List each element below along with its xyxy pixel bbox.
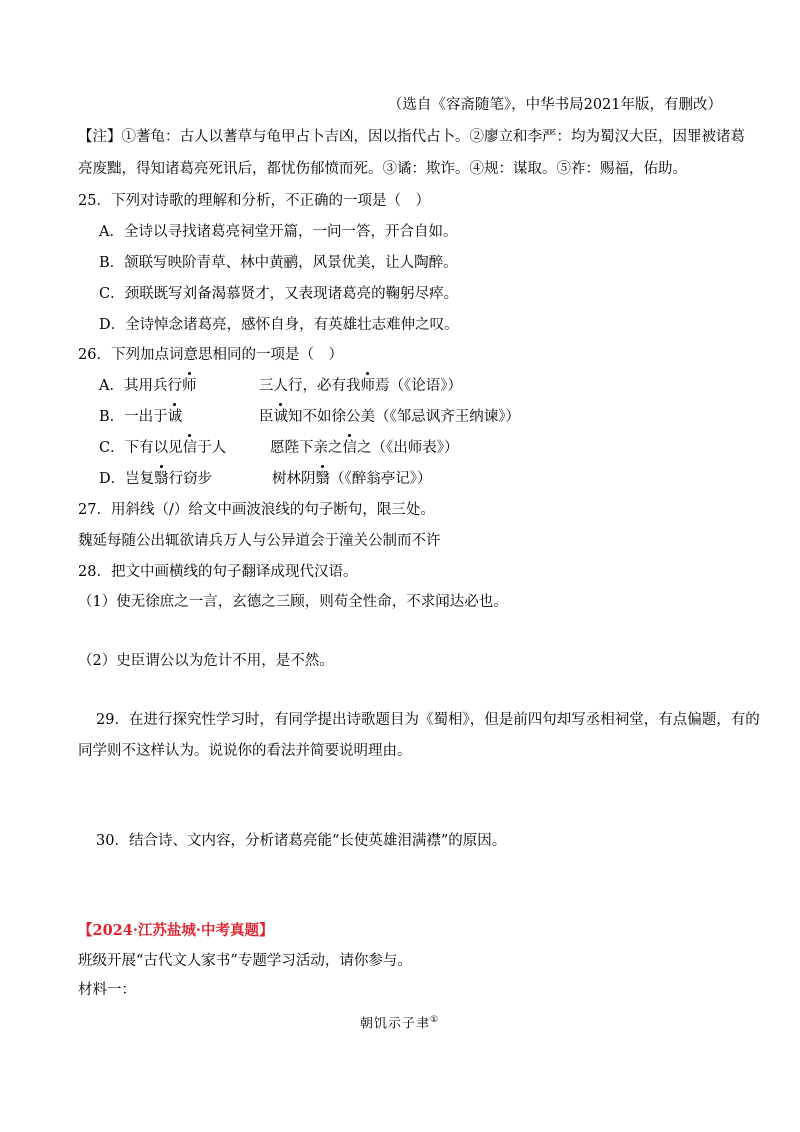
material-title: 朝饥示子聿① <box>360 1015 440 1032</box>
emphasis-dot-char: 信 <box>342 440 357 456</box>
emphasis-dot-char: 信 <box>182 440 198 456</box>
question-26-stem: 26．下列加点词意思相同的一项是（ ） <box>78 347 343 363</box>
exam-source-tag: 【2024·江苏盐城·中考真题】 <box>78 922 274 939</box>
question-28-sentence-1: （1）使无徐庶之一言，玄德之三顾，则苟全性命，不求闻达必也。 <box>78 594 508 610</box>
question-29-line-2: 同学则不这样认为。说说你的看法并简要说明理由。 <box>78 743 412 759</box>
q26-option-b-right: 臣诚知不如徐公美（《邹忌讽齐王纳谏》） <box>259 409 520 425</box>
activity-intro: 班级开展“古代文人家书”专题学习活动，请你参与。 <box>78 953 412 969</box>
question-29-line-1: 29．在进行探究性学习时，有同学提出诗歌题目为《蜀相》，但是前四句却写丞相祠堂，有点偏题，有的 <box>96 712 760 728</box>
emphasis-dot-char: 师 <box>181 378 197 394</box>
emphasis-dot-char: 翳 <box>154 471 169 487</box>
question-25-stem: 25．下列对诗歌的理解和分析，不正确的一项是（ ） <box>78 193 430 209</box>
footnote-marker: ① <box>430 1015 440 1025</box>
q26-option-d-right: 树林阴翳（《醉翁亭记》） <box>272 471 432 487</box>
q26-option-c-right: 愿陛下亲之信之（《出师表》） <box>270 440 459 456</box>
question-30: 30．结合诗、文内容，分析诸葛亮能“长使英雄泪满襟”的原因。 <box>96 833 507 849</box>
q25-option-a: A．全诗以寻找诸葛亮祠堂开篇，一问一答，开合自如。 <box>99 224 458 240</box>
question-27-stem: 27．用斜线（/）给文中画波浪线的句子断句，限三处。 <box>78 502 435 518</box>
annotation-line-2: 亮废黜，得知诸葛亮死讯后，都忧伤郁愤而死。③谲：欺诈。④规：谋取。⑤祚：赐福，佑助。 <box>78 161 687 177</box>
q26-option-c-left: C．下有以见信于人 <box>99 440 227 456</box>
q25-option-b: B．颔联写映阶青草、林中黄鹂，风景优美，让人陶醉。 <box>99 255 458 271</box>
emphasis-dot-char: 诚 <box>273 409 288 425</box>
q26-option-a-right: 三人行，必有我师焉（《论语》） <box>259 378 462 394</box>
question-27-text: 魏延每随公出辄欲请兵万人与公异道会于潼关公制而不许 <box>78 533 441 549</box>
emphasis-dot-char: 翳 <box>315 471 330 487</box>
q25-option-c: C．颈联既写刘备渴慕贤才，又表现诸葛亮的鞠躬尽瘁。 <box>99 286 459 302</box>
q26-option-d-left: D．岂复翳行窃步 <box>99 471 213 487</box>
question-28-stem: 28．把文中画横线的句子翻译成现代汉语。 <box>78 564 358 580</box>
material-label: 材料一： <box>78 982 136 998</box>
question-28-sentence-2: （2）史臣谓公以为危计不用，是不然。 <box>78 653 334 669</box>
annotation-line-1: 【注】①蓍龟：古人以蓍草与龟甲占卜吉凶，因以指代占卜。②廖立和李严：均为蜀汉大臣，因罪被诸葛 <box>78 129 745 145</box>
q25-option-d: D．全诗悼念诸葛亮，感怀自身，有英雄壮志难伸之叹。 <box>99 317 459 333</box>
emphasis-dot-char: 诚 <box>167 409 183 425</box>
emphasis-dot-char: 师 <box>360 378 375 394</box>
q26-option-b-left: B．一出于诚 <box>99 409 183 425</box>
q26-option-a-left: A．其用兵行师 <box>99 378 197 394</box>
source-citation: （选自《容斋随笔》，中华书局2021年版，有删改） <box>387 97 722 113</box>
